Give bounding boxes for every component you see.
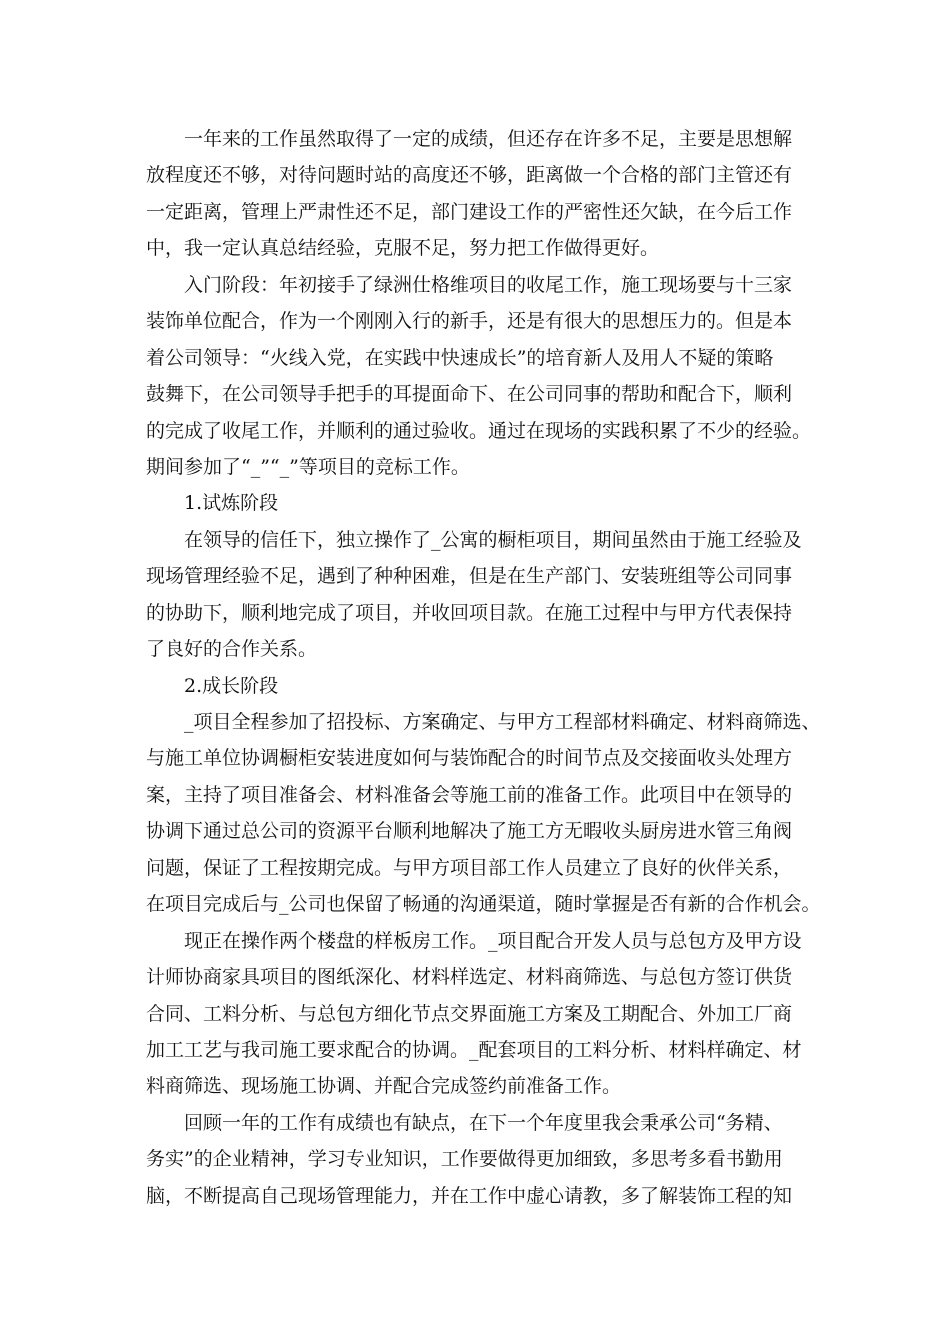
text-line: 加工工艺与我司施工要求配合的协调。_配套项目的工料分析、材料样确定、材 (146, 1038, 802, 1061)
text-line: 在领导的信任下，独立操作了_公寓的橱柜项目，期间虽然由于施工经验及 (184, 528, 802, 551)
text-line: 协调下通过总公司的资源平台顺利地解决了施工方无暇收头厨房进水管三角阀 (146, 820, 793, 843)
text-line: 期间参加了“_”“_”等项目的竞标工作。 (146, 455, 470, 478)
text-line: 案，主持了项目准备会、材料准备会等施工前的准备工作。此项目中在领导的 (146, 783, 793, 806)
text-line: 着公司领导：“火线入党，在实践中快速成长”的培育新人及用人不疑的策略 (146, 346, 774, 369)
text-line: 脑，不断提高自己现场管理能力，并在工作中虚心请教，多了解装饰工程的知 (146, 1184, 793, 1207)
text-line: 在项目完成后与_公司也保留了畅通的沟通渠道，随时掌握是否有新的合作机会。 (146, 893, 821, 916)
text-line: 计师协商家具项目的图纸深化、材料样选定、材料商筛选、与总包方签订供货 (146, 966, 793, 989)
text-line: 一定距离，管理上严肃性还不足，部门建设工作的严密性还欠缺，在今后工作 (146, 200, 793, 223)
text-line: 装饰单位配合，作为一个刚刚入行的新手，还是有很大的思想压力的。但是本 (146, 310, 793, 333)
text-line: 问题，保证了工程按期完成。与甲方项目部工作人员建立了良好的伙伴关系， (146, 856, 793, 879)
text-line: 2.成长阶段 (184, 674, 279, 697)
text-line: 回顾一年的工作有成绩也有缺点，在下一个年度里我会秉承公司“务精、 (184, 1111, 783, 1134)
text-line: 中，我一定认真总结经验，克服不足，努力把工作做得更好。 (146, 237, 660, 260)
text-line: 料商筛选、现场施工协调、并配合完成签约前准备工作。 (146, 1075, 622, 1098)
text-line: 合同、工料分析、与总包方细化节点交界面施工方案及工期配合、外加工厂商 (146, 1002, 793, 1025)
text-line: 与施工单位协调橱柜安装进度如何与装饰配合的时间节点及交接面收头处理方 (146, 747, 793, 770)
text-line: _项目全程参加了招投标、方案确定、与甲方工程部材料确定、材料商筛选、 (184, 711, 821, 733)
text-line: 现正在操作两个楼盘的样板房工作。_项目配合开发人员与总包方及甲方设 (184, 929, 802, 952)
text-line: 了良好的合作关系。 (146, 638, 318, 661)
text-line: 鼓舞下，在公司领导手把手的耳提面命下、在公司同事的帮助和配合下，顺利 (146, 383, 793, 406)
text-line: 的完成了收尾工作，并顺利的通过验收。通过在现场的实践积累了不少的经验。 (146, 419, 812, 442)
document-body (146, 121, 826, 1214)
text-line: 入门阶段：年初接手了绿洲仕格维项目的收尾工作，施工现场要与十三家 (184, 273, 793, 296)
text-line: 1.试炼阶段 (184, 492, 279, 515)
text-line: 务实”的企业精神，学习专业知识，工作要做得更加细致，多思考多看书勤用 (146, 1148, 783, 1171)
text-line: 放程度还不够，对待问题时站的高度还不够，距离做一个合格的部门主管还有 (146, 164, 793, 187)
text-line: 的协助下，顺利地完成了项目，并收回项目款。在施工过程中与甲方代表保持 (146, 601, 793, 624)
text-line: 现场管理经验不足，遇到了种种困难，但是在生产部门、安装班组等公司同事 (146, 565, 793, 588)
text-line: 一年来的工作虽然取得了一定的成绩，但还存在许多不足，主要是思想解 (184, 128, 793, 150)
